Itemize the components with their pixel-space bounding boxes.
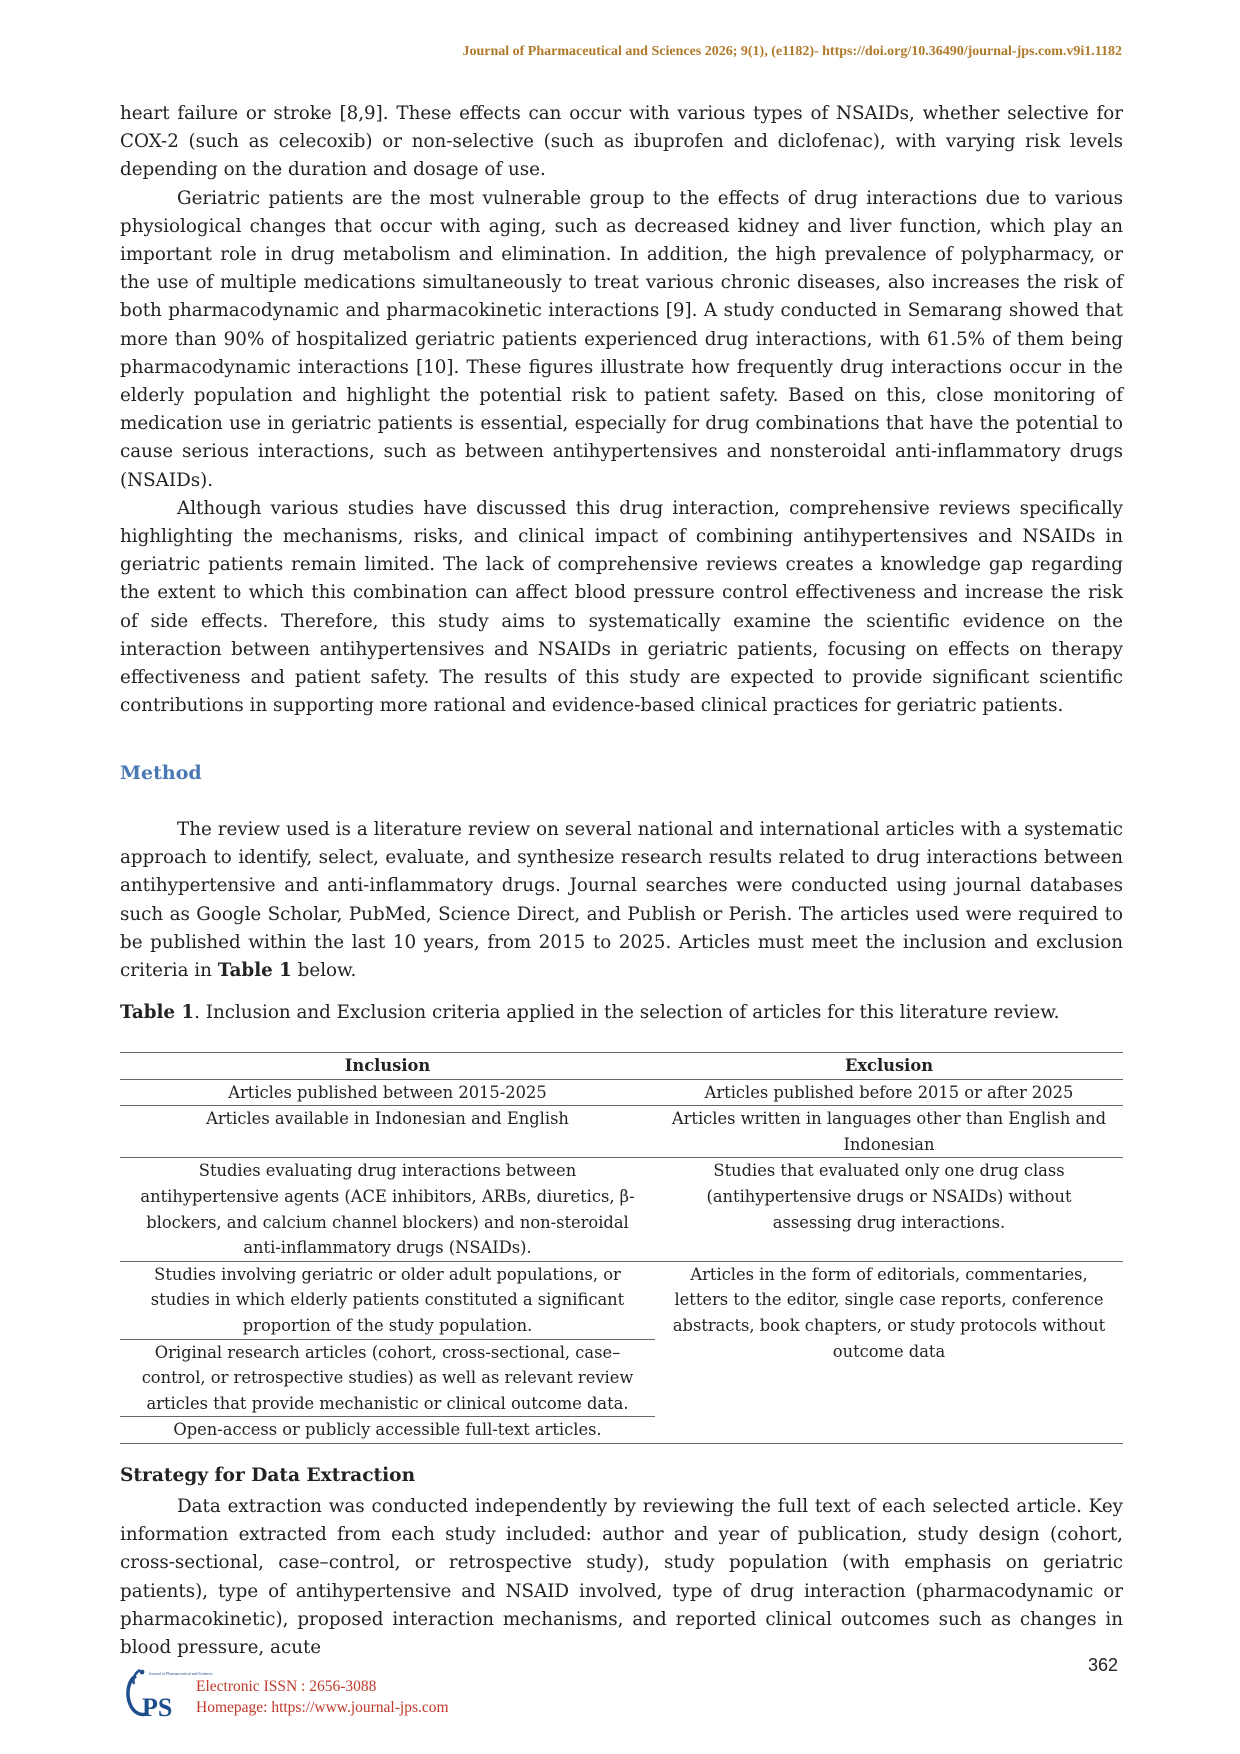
footer: [122, 1664, 562, 1724]
extraction-paragraph: Data extraction was conducted independently by reviewing the full text of each selected article. Key information extracted from each study included: author and year of publication, study design (cohort, cross-sectional, case–control, or retrospective study), study population (with emphasis on geriatric patients), type of antihypertensive and NSAID involved, type of drug interaction (pharmacodynamic or pharmacokinetic), proposed interaction mechanisms, and reported clinical outcomes such as changes in blood pressure, acute: [120, 1496, 1123, 1659]
table-row: [120, 1261, 1123, 1339]
table-caption-text: . Inclusion and Exclusion criteria applied in the selection of articles for this literature review.: [194, 1002, 1060, 1023]
inclusion-cell: Open-access or publicly accessible full-text articles.: [120, 1417, 655, 1444]
exclusion-cell: Studies that evaluated only one drug class (antihypertensive drugs or NSAIDs) without assessing drug interactions.: [655, 1158, 1123, 1261]
extraction-section: [120, 1493, 1123, 1662]
intro-paragraph-2: Geriatric patients are the most vulnerable group to the effects of drug interactions due to various physiological changes that occur with aging, such as decreased kidney and liver function, which play an important role in drug metabolism and elimination. In addition, the high prevalence of polypharmacy, or the use of multiple medications simultaneously to treat various chronic diseases, also increases the risk of both pharmacodynamic and pharmacokinetic interactions [9]. A study conducted in Semarang showed that more than 90% of hospitalized geriatric patients experienced drug interactions, with 61.5% of them being pharmacodynamic interactions [10]. These figures illustrate how frequently drug interactions occur in the elderly population and highlight the potential risk to patient safety. Based on this, close monitoring of medication use in geriatric patients is essential, especially for drug combinations that have the potential to cause serious interactions, such as between antihypertensives and nonsteroidal anti-inflammatory drugs (NSAIDs).: [120, 187, 1123, 491]
table-reference: Table 1: [217, 960, 292, 982]
footer-text: [196, 1676, 449, 1718]
table-caption: [120, 1002, 1059, 1023]
running-header: Journal of Pharmaceutical and Sciences 2026; 9(1), (e1182)- https://doi.org/10.36490/journal-jps.com.v9i1.1182: [462, 44, 1122, 59]
criteria-table: [120, 1052, 1123, 1444]
method-paragraph: [120, 816, 1123, 985]
intro-paragraph-1: heart failure or stroke [8,9]. These effects can occur with various types of NSAIDs, whether selective for COX-2 (such as celecoxib) or non-selective (such as ibuprofen and diclofenac), with varying risk levels depending on the duration and dosage of use.: [120, 103, 1123, 181]
page-number: 362: [1087, 1655, 1118, 1675]
issn: Electronic ISSN : 2656-3088: [196, 1678, 377, 1695]
homepage-link[interactable]: Homepage: https://www.journal-jps.com: [196, 1699, 449, 1716]
table-row: [120, 1079, 1123, 1106]
method-text-tail: below.: [291, 960, 357, 982]
inclusion-cell: Studies involving geriatric or older adult populations, or studies in which elderly patients constituted a significant proportion of the study population.: [120, 1261, 655, 1339]
table-row: [120, 1106, 1123, 1158]
logo-tiny-text: Journal of Pharmaceutical and Sciences: [149, 1671, 213, 1676]
header-exclusion: Exclusion: [655, 1053, 1123, 1080]
intro-paragraph-3: Although various studies have discussed this drug interaction, comprehensive reviews specifically highlighting the mechanisms, risks, and clinical impact of combining antihypertensives and NSAIDs in geriatric patients remain limited. The lack of comprehensive reviews creates a knowledge gap regarding the extent to which this combination can affect blood pressure control effectiveness and increase the risk of side effects. Therefore, this study aims to systematically examine the scientific evidence on the interaction between antihypertensives and NSAIDs in geriatric patients, focusing on effects on therapy effectiveness and patient safety. The results of this study are expected to provide significant scientific contributions in supporting more rational and evidence-based clinical practices for geriatric patients.: [120, 497, 1123, 717]
logo-letters: PS: [142, 1693, 173, 1722]
method-text: The review used is a literature review on several national and international articles with a systematic approach to identify, select, evaluate, and synthesize research results related to drug interactions between antihypertensive and anti-inflammatory drugs. Journal searches were conducted using journal databases such as Google Scholar, PubMed, Science Direct, and Publish or Perish. The articles used were required to be published within the last 10 years, from 2015 to 2025. Articles must meet the inclusion and exclusion criteria in: [120, 819, 1123, 982]
table-caption-label: Table 1: [120, 1002, 195, 1023]
inclusion-cell: Original research articles (cohort, cross-sectional, case–control, or retrospective studies) as well as relevant review articles that provide mechanistic or clinical outcome data.: [120, 1339, 655, 1417]
method-heading: Method: [120, 762, 202, 784]
inclusion-cell: Articles published between 2015-2025: [120, 1079, 655, 1106]
method-section: [120, 816, 1123, 985]
extraction-heading: Strategy for Data Extraction: [120, 1465, 416, 1486]
table-header-row: [120, 1053, 1123, 1080]
intro-section: [120, 100, 1123, 720]
table-row: [120, 1158, 1123, 1261]
header-inclusion: Inclusion: [120, 1053, 655, 1080]
exclusion-cell: Articles in the form of editorials, commentaries, letters to the editor, single case reports, conference abstracts, book chapters, or study protocols without outcome data: [655, 1261, 1123, 1443]
inclusion-cell: Articles available in Indonesian and English: [120, 1106, 655, 1158]
exclusion-cell: Articles published before 2015 or after 2025: [655, 1079, 1123, 1106]
exclusion-cell: Articles written in languages other than English and Indonesian: [655, 1106, 1123, 1158]
inclusion-cell: Studies evaluating drug interactions between antihypertensive agents (ACE inhibitors, ARBs, diuretics, β-blockers, and calcium channel blockers) and non-steroidal anti-inflammatory drugs (NSAIDs).: [120, 1158, 655, 1261]
journal-logo-icon: [122, 1664, 213, 1724]
